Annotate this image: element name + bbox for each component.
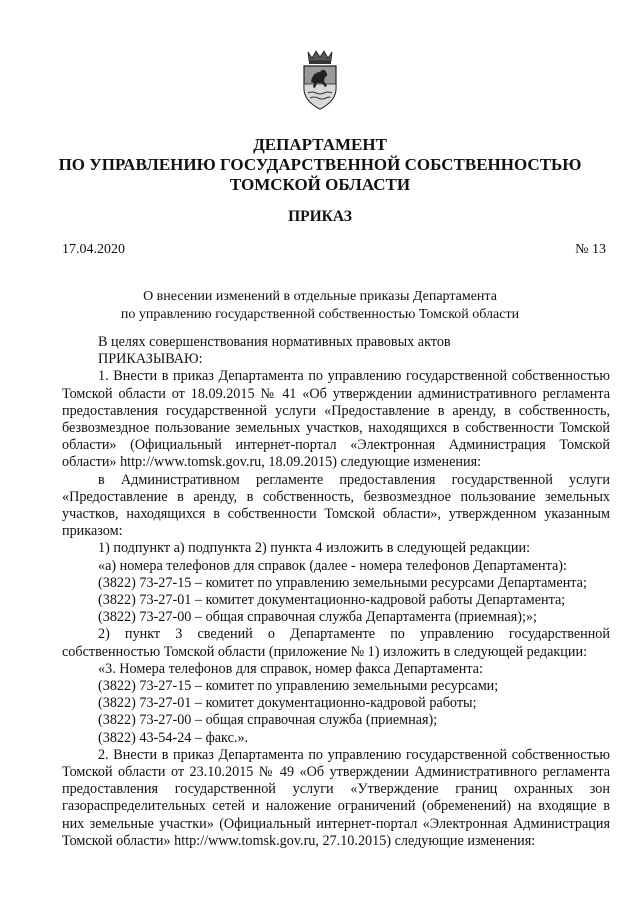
subject-line-1: О внесении изменений в отдельные приказы Департамента bbox=[143, 289, 497, 304]
coat-of-arms-icon bbox=[296, 48, 344, 112]
paragraph-item-1: 1. Внести в приказ Департамента по управлению государственной собственностью Томской области от 18.09.2015 № 41 «Об утверждении административного регламента предоставления государственной услуги «Предоставление в аренду, в собственность, безвозмездное пользование земельных участков, находящихся в собственности Томской области» (Официальный интернет-портал «Электронная Администрация Томской области» http://www.tomsk.gov.ru, 18.09.2015) следующие изменения: bbox=[62, 368, 610, 471]
department-title-line-2: ПО УПРАВЛЕНИЮ ГОСУДАРСТВЕННОЙ СОБСТВЕННОСТЬЮ bbox=[58, 155, 582, 174]
paragraph-phone-1: (3822) 73-27-15 – комитет по управлению земельными ресурсами Департамента; bbox=[98, 574, 587, 591]
paragraph-subitem-2: 2) пункт 3 сведений о Департаменте по управлению государственной собственностью Томской области (приложение № 1) изложить в следующей редакции: bbox=[62, 626, 610, 660]
paragraph-preamble: В целях совершенствования нормативных правовых актов bbox=[98, 334, 451, 350]
paragraph-phone-6: (3822) 73-27-00 – общая справочная служба (приемная); bbox=[98, 712, 438, 729]
document-body bbox=[62, 334, 610, 850]
paragraph-phones-intro: «а) номера телефонов для справок (далее - номера телефонов Департамента): bbox=[98, 557, 567, 574]
paragraph-phone-5: (3822) 73-27-01 – комитет документационно-кадровой работы; bbox=[98, 695, 477, 712]
department-title-line-3: ТОМСКОЙ ОБЛАСТИ bbox=[229, 175, 411, 194]
paragraph-item-2: 2. Внести в приказ Департамента по управлению государственной собственностью Томской области от 23.10.2015 № 49 «Об утверждении Административного регламента предоставления государственной услуги «Утверждение границ охранных зон газораспределительных сетей и наложение ограничений (обременений) на входящие в них земельные участки» (Официальный интернет-портал «Электронная Администрация Томской области» http://www.tomsk.gov.ru, 27.10.2015) следующие изменения: bbox=[62, 746, 610, 849]
paragraph-phone-3: (3822) 73-27-00 – общая справочная служба Департамента (приемная);»; bbox=[98, 609, 537, 626]
document-date: 17.04.2020 bbox=[62, 242, 125, 257]
paragraph-phones-fax-intro: «3. Номера телефонов для справок, номер факса Департамента: bbox=[98, 660, 483, 677]
document-number: № 13 bbox=[575, 242, 606, 257]
department-title-line-1: ДЕПАРТАМЕНТ bbox=[253, 135, 387, 154]
paragraph-phone-2: (3822) 73-27-01 – комитет документационно-кадровой работы Департамента; bbox=[98, 592, 566, 609]
paragraph-order: ПРИКАЗЫВАЮ: bbox=[98, 351, 203, 368]
document-type: ПРИКАЗ bbox=[288, 208, 352, 225]
paragraph-phone-4: (3822) 73-27-15 – комитет по управлению земельными ресурсами; bbox=[98, 678, 499, 695]
subject-line-2: по управлению государственной собственностью Томской области bbox=[120, 307, 520, 322]
paragraph-subitem-1: 1) подпункт а) подпункта 2) пункта 4 изложить в следующей редакции: bbox=[98, 540, 531, 557]
document-subject bbox=[0, 288, 640, 324]
paragraph-regulation: в Административном регламенте предоставления государственной услуги «Предоставление в аренду, в собственность, безвозмездное пользование земельных участков, находящихся в собственности Томской области», утвержденном указанным приказом: bbox=[62, 471, 610, 540]
paragraph-fax: (3822) 43-54-24 – факс.». bbox=[98, 729, 249, 746]
